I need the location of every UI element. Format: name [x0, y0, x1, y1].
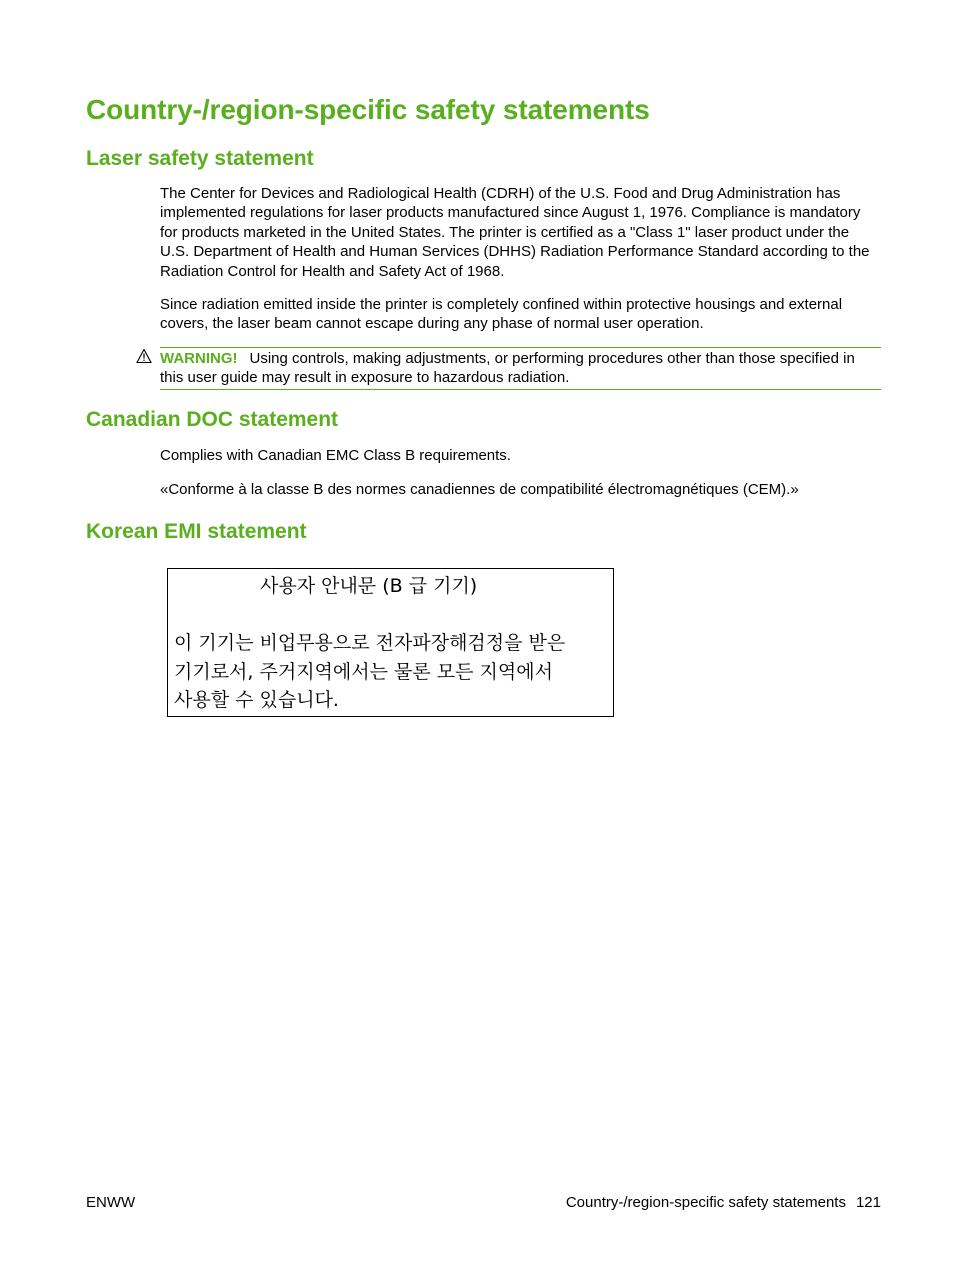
canadian-doc-heading: Canadian DOC statement	[86, 408, 339, 431]
korean-line: 기기로서, 주거지역에서는 물론 모든 지역에서	[174, 660, 553, 683]
laser-paragraph-1: The Center for Devices and Radiological Health (CDRH) of the U.S. Food and Drug Administration has implemented regulations for laser products manufactured since August 1, 1976. Compliance is mandatory for products marketed in the United States. The printer is certified as a "Class 1" laser product under the U.S. Department of Health and Human Services (DHHS) Radiation Performance Standard according to the Radiation Control for Health and Safety Act of 1968.	[160, 185, 870, 280]
warning-text: Using controls, making adjustments, or performing procedures other than those specified in this user guide may result in exposure to hazardous radiation.	[160, 350, 855, 387]
footer-right	[566, 1193, 881, 1212]
page-number: 121	[855, 1194, 881, 1211]
korean-line: 이 기기는 비업무용으로 전자파장해검정을 받은	[174, 632, 566, 654]
footer-section-title: Country-/region-specific safety statements	[565, 1194, 846, 1211]
korean-emi-heading: Korean EMI statement	[86, 520, 307, 543]
page-title: Country-/region-specific safety statements	[86, 94, 650, 125]
warning-label: WARNING!	[160, 350, 238, 367]
canadian-paragraph-1: Complies with Canadian EMC Class B requirements.	[160, 447, 511, 464]
korean-line: 사용할 수 있습니다.	[174, 689, 339, 711]
korean-box-title: 사용자 안내문 (B 급 기기)	[260, 575, 478, 597]
warning-triangle-icon	[136, 348, 152, 364]
canadian-paragraph-2: «Conforme à la classe B des normes canadiennes de compatibilité électromagnétiques (CEM).»	[160, 481, 799, 498]
laser-safety-heading: Laser safety statement	[86, 147, 314, 170]
korean-box-body	[174, 629, 610, 715]
korean-emi-statement-box	[167, 568, 614, 717]
warning-note	[160, 347, 881, 390]
footer-left-label: ENWW	[86, 1194, 136, 1211]
laser-paragraph-2: Since radiation emitted inside the printer is completely confined within protective housings and external covers, the laser beam cannot escape during any phase of normal user operation.	[160, 296, 843, 333]
